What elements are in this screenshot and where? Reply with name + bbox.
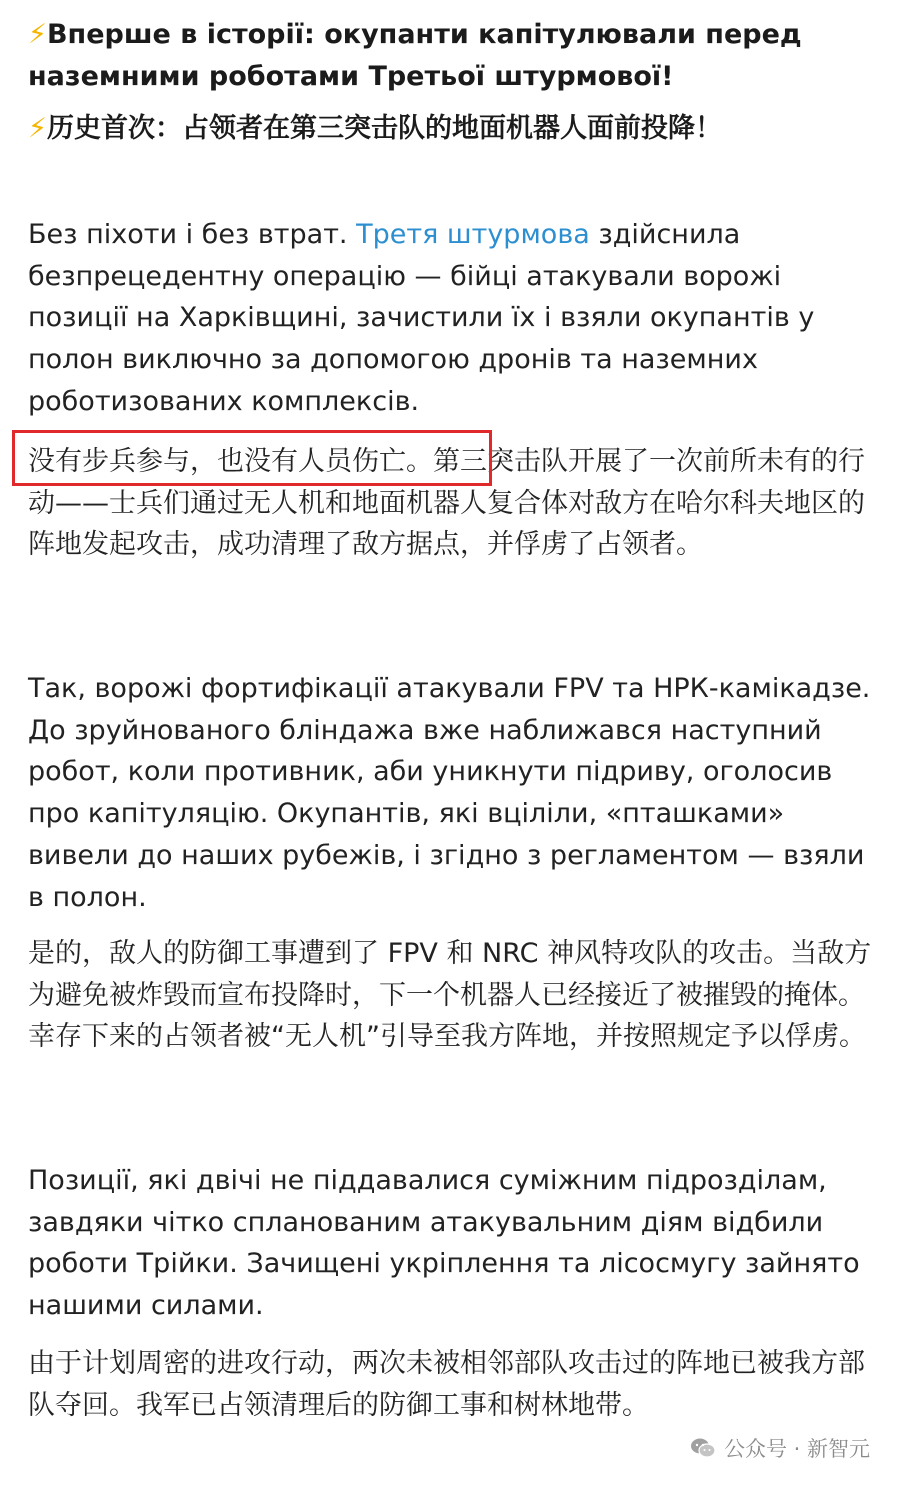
highlighted-text: 没有步兵参与，也没有人员伤亡。 (28, 446, 433, 477)
tretya-shturmova-link[interactable]: Третя штурмова (356, 219, 590, 250)
paragraph-3-ukrainian: Позиції, які двічі не піддавалися суміжним підрозділам, завдяки чітко спланованим атакувальним діям відбили роботи Трійки. Зачищені укріплення та лісосмугу зайнято нашими силами. (28, 1165, 860, 1322)
watermark (690, 1433, 870, 1463)
title-ukrainian-text: Вперше в історії: окупанти капітулювали перед наземними роботами Третьої штурмової! (28, 19, 802, 92)
title-chinese (28, 108, 878, 150)
paragraph-1-text-start: Без піхоти і без втрат. (28, 219, 357, 250)
highlighted-phrase (28, 446, 433, 477)
paragraph-1-ukrainian (28, 214, 878, 423)
title-chinese-text: 历史首次：占领者在第三突击队的地面机器人面前投降！ (46, 113, 722, 144)
article-header (28, 0, 878, 150)
paragraph-1-chinese (28, 441, 878, 566)
lightning-icon: ⚡ (28, 19, 47, 50)
watermark-text: 公众号 · 新智元 (723, 1437, 870, 1461)
paragraph-1-chinese-rest: 第三突击队开展了一次前所未有的行动——士兵们通过无人机和地面机器人复合体对敌方在哈尔科夫地区的阵地发起攻击，成功清理了敌方据点，并俘虏了占领者。 (28, 446, 865, 561)
title-ukrainian (28, 0, 878, 98)
paragraph-1-text-end: здійснила безпрецедентну операцію — бійці атакували ворожі позиції на Харківщині, зачистили їх і взяли окупантів у полон виключно за допомогою дронів та наземних роботизованих комплексів. (28, 219, 815, 417)
wechat-icon (690, 1437, 716, 1459)
lightning-icon: ⚡ (28, 113, 47, 144)
paragraph-3-chinese: 由于计划周密的进攻行动，两次未被相邻部队攻击过的阵地已被我方部队夺回。我军已占领清理后的防御工事和树林地带。 (28, 1348, 865, 1421)
paragraph-2-chinese: 是的，敌人的防御工事遭到了 FPV 和 NRC 神风特攻队的攻击。当敌方为避免被炸毁而宣布投降时，下一个机器人已经接近了被摧毁的掩体。幸存下来的占领者被“无人机”引导至我方阵地，并按照规定予以俘虏。 (28, 938, 872, 1053)
paragraph-2-ukrainian: Так, ворожі фортифікації атакували FPV та НРК-камікадзе. До зруйнованого бліндажа вже наближався наступний робот, коли противник, аби уникнути підриву, оголосив про капітуляцію. Окупантів, які вціліли, «пташками» вивели до наших рубежів, і згідно з регламентом — взяли в полон. (28, 673, 871, 913)
